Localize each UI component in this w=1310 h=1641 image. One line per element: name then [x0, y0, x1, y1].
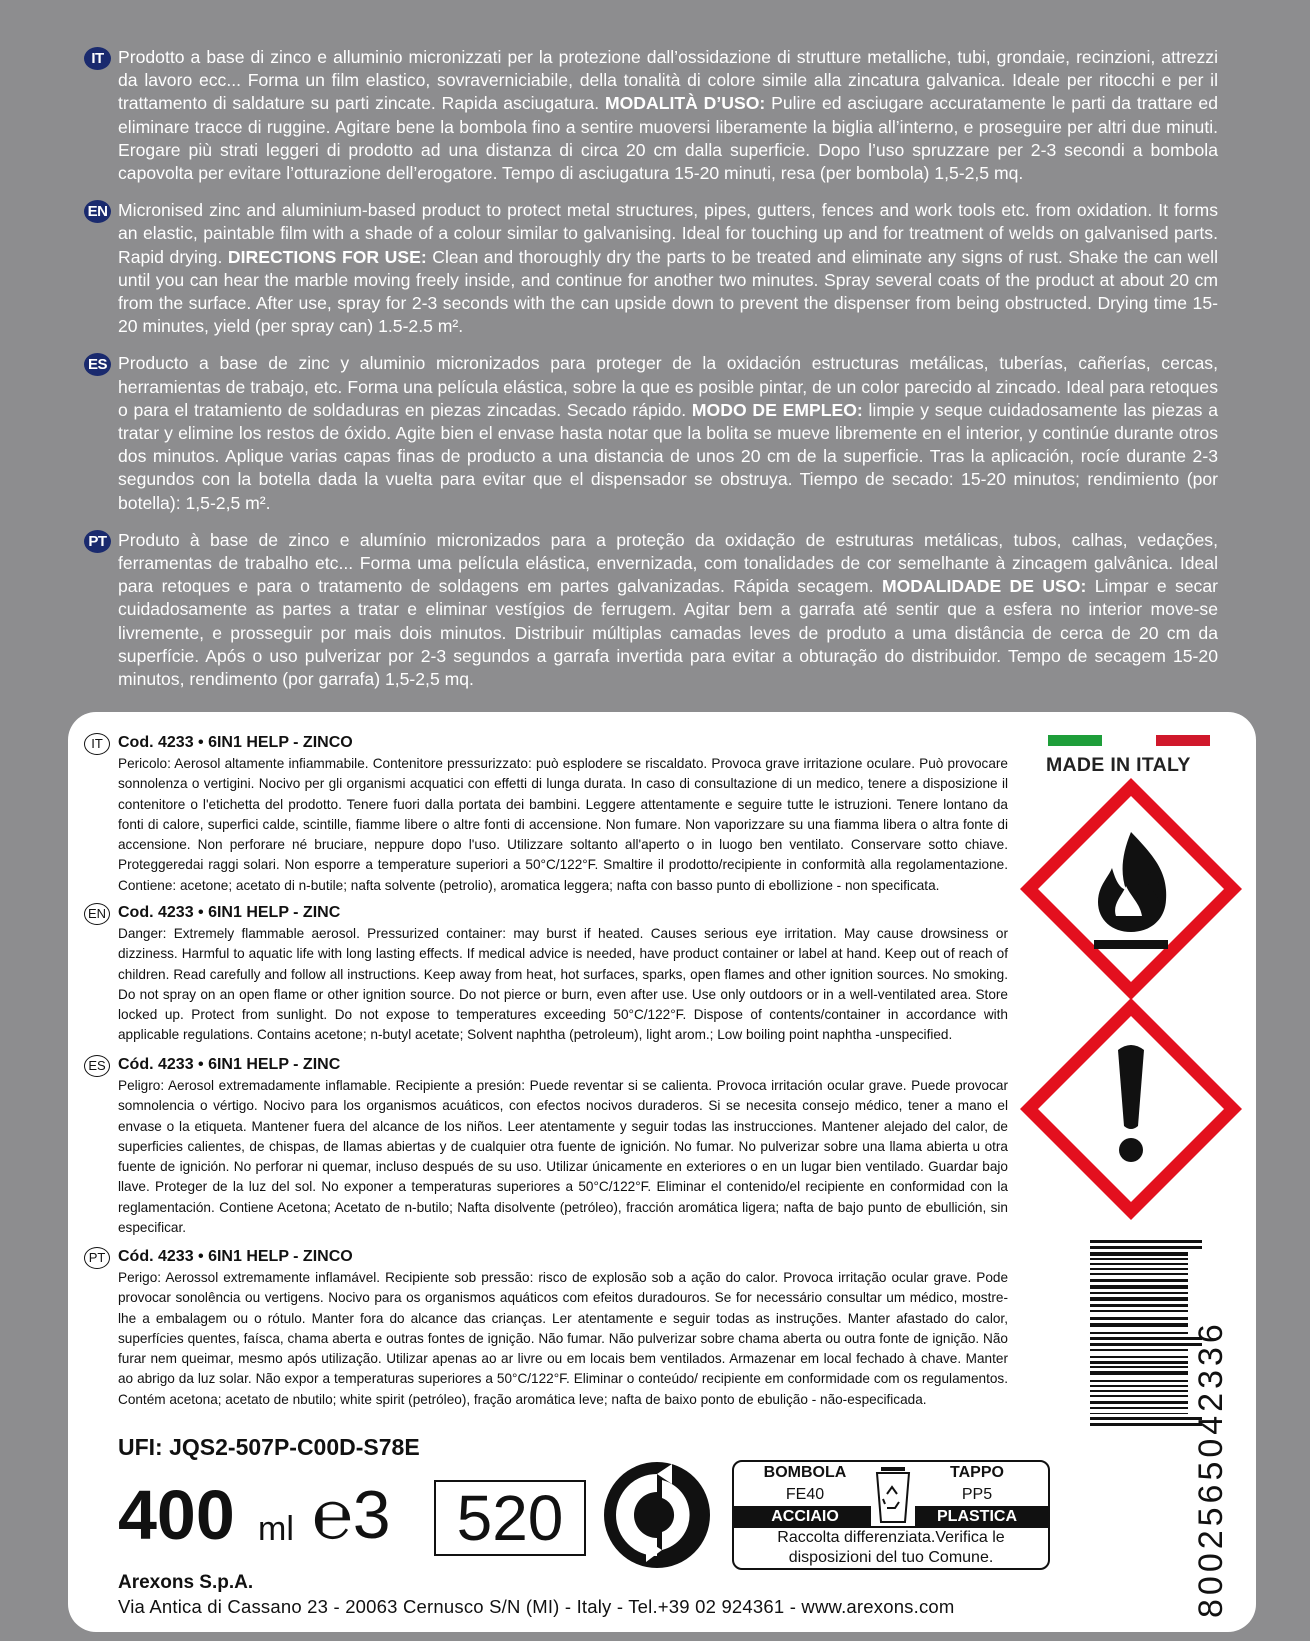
lang-badge-it: IT [84, 47, 111, 70]
recycle-note-line2: disposizioni del tuo Comune. [788, 1549, 994, 1566]
warning-heading-en: Cod. 4233 • 6IN1 HELP - ZINC [118, 904, 341, 921]
flag-stripe-white [1102, 735, 1156, 746]
barcode-icon [1072, 1230, 1232, 1620]
green-dot-icon [602, 1460, 712, 1570]
made-in-italy: MADE IN ITALY [1046, 754, 1191, 776]
directions-heading-en: DIRECTIONS FOR USE: [227, 246, 427, 267]
directions-heading-it: MODALITÀ D’USO: [604, 93, 766, 114]
volume-number: 400 [118, 1476, 235, 1554]
ufi-code: UFI: JQS2-507P-C00D-S78E [118, 1434, 420, 1460]
warning-es [84, 1054, 1008, 1238]
safety-label-panel [68, 712, 1256, 1632]
warning-pt [84, 1246, 1008, 1410]
warning-heading-pt: Cód. 4233 • 6IN1 HELP - ZINCO [118, 1248, 353, 1265]
description-es: ES Producto a base de zinc y aluminio micronizados para proteger de la oxidación estructuras metálicas, tuberías, cañerías, cercas, herramientas de trabajo, etc. Forma una película elástica, sobre la que es posible pintar, de un color parecido al zincado. Ideal para retoques o para el tratamiento de soldaduras en piezas zincadas. Secado rápido. MODO DE EMPLEO: limpie y seque cuidadosamente las piezas a tratar y elimine los restos de óxido. Agite bien el envase hasta notar que la bolita se mueve libremente en el interior, y continúe durante otros dos minutos. Aplique varias capas finas de producto a una distancia de unos 20 cm de la superficie. Tras la aplicación, rocíe durante 2-3 segundos con la botella dada la vuelta para evitar que el dispensador se obstruya. Tiempo de secado: 15-20 minutos; rendimiento (por botella): 1,5-2,5 m². [84, 352, 1218, 514]
lang-badge-pt: PT [84, 530, 111, 553]
directions-heading-pt: MODALIDADE DE USO: [881, 576, 1087, 597]
lang-badge-en: EN [84, 200, 111, 223]
recycle-bin-icon [871, 1464, 915, 1526]
recycling-info-box [732, 1460, 1050, 1570]
lang-circle-it: IT [84, 733, 110, 755]
barcode-number: 8002565042336 [1192, 1320, 1230, 1618]
warning-text-it: Pericolo: Aerosol altamente infiammabile. Contenitore pressurizzato: può esplodere se riscaldato. Provoca grave irritazione oculare. Può provocare sonnolenza o vertigini. Nocivo per gli organismi acquatici con effetti di lunga durata. In caso di consultazione di un medico, tenere a disposizione il contenitore o l'etichetta del prodotto. Tenere fuori dalla portata dei bambini. Leggere attentamente e seguire tutte le istruzioni. Tenere lontano da fonti di calore, superfici calde, scintille, fiamme libere o altre fonti di accensione. Non fumare. Non vaporizzare su una fiamma libera o altra fonte di accensione. Non perforare né bruciare, neppure dopo l'uso. Utilizzare soltanto all'aperto o in luogo ben ventilato. Conservare sotto chiave. Proteggeredai raggi solari. Non esporre a temperature superiori a 50°C/122°F. Smaltire il prodotto/recipiente in conformità alla regolamentazione. Contiene: acetone; acetato di n-butile; nafta solvente (petrolio), aromatica leggera; nafta con basso punto di ebollizione - non specificata. [118, 756, 1008, 893]
recycle-left-code: FE40 [785, 1486, 825, 1503]
company-name: Arexons S.p.A. [118, 1572, 254, 1593]
product-description-section [84, 46, 1218, 705]
description-pt: PT Produto à base de zinco e alumínio micronizados para a proteção da oxidação de estruturas metálicas, tubos, calhas, vedações, ferramentas de trabalho etc... Forma uma película elástica, envernizada, com tonalidades de cor semelhante à zincagem galvânica. Ideal para retoques e para o tratamento de soldagens em partes galvanizadas. Rápida secagem. MODALIDADE DE USO: Limpar e secar cuidadosamente as partes a tratar e eliminar vestígios de ferrugem. Agitar bem a garrafa até sentir que a esfera no interior move-se livremente, e prosseguir por mais dois minutos. Distribuir múltiplas camadas leves de produto a uma distância de cerca de 20 cm da superfície. Após o uso pulverizar por 2-3 segundos a garrafa invertida para evitar a obturação do distribuidor. Tempo de secagem 15-20 minutos, rendimento (por garrafa) 1,5-2,5 mq. [84, 529, 1218, 691]
exclamation-pictogram-icon [1016, 994, 1246, 1224]
recycle-left-material: ACCIAIO [771, 1508, 839, 1525]
estimated-sign: ℮3 [312, 1477, 391, 1553]
company-address: Via Antica di Cassano 23 - 20063 Cernusco S/N (MI) - Italy - Tel.+39 02 924361 - www.arexons.com [118, 1596, 955, 1617]
lang-circle-pt: PT [84, 1247, 110, 1269]
warning-heading-it: Cod. 4233 • 6IN1 HELP - ZINCO [118, 734, 353, 751]
product-code-box: 520 [434, 1480, 586, 1556]
volume-unit: ml [258, 1510, 294, 1548]
lang-badge-es: ES [84, 353, 111, 376]
warning-text-es: Peligro: Aerosol extremadamente inflamable. Recipiente a presión: Puede reventar si se calienta. Provoca irritación ocular grave. Puede provocar somnolencia o vértigo. Nocivo para los organismos acuáticos, con efectos nocivos duraderos. Si se necesita consejo médico, tener a mano el envase o la etiqueta. Mantener fuera del alcance de los niños. Leer atentamente y seguir todas las instrucciones. Mantener alejado del calor, de superficies calientes, de chispas, de llamas abiertas y de cualquier otra fuente de ignición. No fumar. No pulverizar sobre una llama abierta u otra fuente de ignición. No perforar ni quemar, incluso después de su uso. Utilizar únicamente en exteriores o en un lugar bien ventilado. Guardar bajo llave. Proteger de la luz del sol. No exponer a temperaturas superiores a 50°C/122°F. Eliminar el contenido/el recipiente en conformidad con la reglamentación. Contiene Acetona; Acetato de n-butilo; Nafta disolvente (petróleo), fracción aromática ligera; nafta de bajo punto de ebullición, sin especificar. [118, 1078, 1008, 1236]
italy-flag [1048, 735, 1210, 746]
description-en: EN Micronised zinc and aluminium-based product to protect metal structures, pipes, gutters, fences and work tools etc. from oxidation. It forms an elastic, paintable film with a shade of a colour similar to galvanising. Ideal for touching up and for treatment of welds on galvanised parts. Rapid drying. DIRECTIONS FOR USE: Clean and thoroughly dry the parts to be treated and eliminate any signs of rust. Shake the can well until you can hear the marble moving freely inside, and continue for another two minutes. Spray several coats of the product at about 20 cm from the surface. After use, spray for 2-3 seconds with the can upside down to prevent the dispenser from being obstructed. Drying time 15-20 minutes, yield (per spray can) 1.5-2.5 m². [84, 199, 1218, 338]
warning-text-pt: Perigo: Aerossol extremamente inflamável. Recipiente sob pressão: risco de explosão sob a ação do calor. Provoca irritação ocular grave. Pode provocar sonolência ou vertigens. Nocivo para os organismos aquáticos com efeitos duradouros. Se for necessário consultar um médico, mostre-lhe a embalagem ou o rótulo. Manter fora do alcance das crianças. Ler atentamente e seguir todas as instruções. Manter afastado do calor, superfícies quentes, faísca, chama aberta e outras fontes de ignição. Não fumar. Não pulverizar sobre chama aberta ou outra fonte de ignição. Não furar nem queimar, mesmo após utilização. Utilizar apenas ao ar livre ou em locais bem ventilados. Armazenar em local fechado à chave. Manter ao abrigo da luz solar. Não expor a temperaturas superiores a 50°C/122°F. Eliminar o conteúdo/ recipiente em conformidade com os regulamentos. Contém acetona; acetato de nbutilo; white spirit (petróleo), fração aromática leve; nafta de baixo ponto de ebulição - não-especificada. [118, 1270, 1008, 1407]
recycle-note-line1: Raccolta differenziata.Verifica le [777, 1529, 1005, 1546]
recycle-right-material: PLASTICA [937, 1508, 1017, 1525]
recycle-left-header: BOMBOLA [763, 1464, 847, 1481]
warning-it [84, 732, 1008, 896]
lang-circle-es: ES [84, 1055, 110, 1077]
recycle-right-header: TAPPO [950, 1464, 1004, 1481]
description-it: IT Prodotto a base di zinco e alluminio micronizzati per la protezione dall’ossidazione di strutture metalliche, tubi, grondaie, recinzioni, attrezzi da lavoro ecc... Forma un film elastico, sovraverniciabile, della tonalità di colore simile alla zincatura galvanica. Ideale per ritocchi e per il trattamento di saldature su parti zincate. Rapida asciugatura. MODALITÀ D’USO: Pulire ed asciugare accuratamente le parti da trattare ed eliminare tracce di ruggine. Agitare bene la bombola fino a sentire muoversi liberamente la biglia all’interno, e proseguire per altri due minuti. Erogare più strati leggeri di prodotto ad una distanza di circa 20 cm dalla superficie. Dopo l’uso spruzzare per 2-3 secondi a bombola capovolta per evitare l’otturazione dell’erogatore. Tempo di asciugatura 15-20 minuti, resa (per bombola) 1,5-2,5 mq. [84, 46, 1218, 185]
recycle-right-code: PP5 [961, 1486, 993, 1503]
warning-en [84, 902, 1008, 1046]
warning-text-en: Danger: Extremely flammable aerosol. Pressurized container: may burst if heated. Causes serious eye irritation. May cause drowsiness or dizziness. Harmful to aquatic life with long lasting effects. If medical advice is needed, have product container or label at hand. Keep out of reach of children. Read carefully and follow all instructions. Keep away from heat, hot surfaces, sparks, open flames and other ignition sources. No smoking. Do not spray on an open flame or other ignition source. Do not pierce or burn, even after use. Use only outdoors or in a well-ventilated area. Store locked up. Protect from sunlight. Do not expose to temperatures exceeding 50°C/122°F. Dispose of contents/container in accordance with applicable regulations. Contains acetone; n-butyl acetate; Solvent naphtha (petroleum), light arom.; Low boiling point naphtha -unspecified. [118, 926, 1008, 1043]
flag-stripe-green [1048, 735, 1102, 746]
warning-heading-es: Cód. 4233 • 6IN1 HELP - ZINC [118, 1056, 341, 1073]
lang-circle-en: EN [84, 903, 110, 925]
directions-heading-es: MODO DE EMPLEO: [691, 399, 863, 420]
flag-stripe-red [1156, 735, 1210, 746]
flame-pictogram-icon [1016, 774, 1246, 1004]
